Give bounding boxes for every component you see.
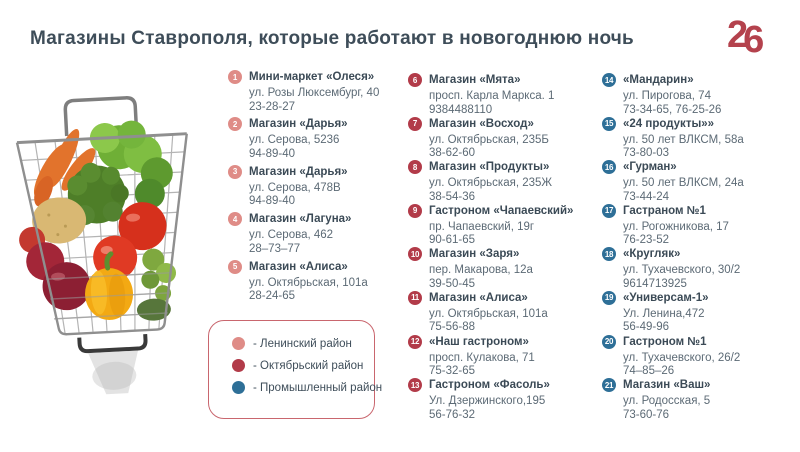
shop-number-badge: 3 [228,165,242,179]
shop-title: Магазин «Дарья» [249,118,348,131]
shop-number-badge: 9 [408,204,422,218]
shop-phone: 56-76-32 [429,408,476,421]
legend-item [232,381,383,394]
shop-address: ул. Тухачевского, 30/2 [623,264,741,277]
shop-phone: 38-62-60 [429,147,476,160]
shop-item [602,204,792,248]
logo-digit-2: 2 [727,14,744,56]
shop-number-badge: 6 [408,73,422,87]
shop-phone: 73-44-24 [623,190,670,203]
shop-title: Магазин «Алиса» [249,260,348,273]
shop-number-badge: 21 [602,378,616,392]
shop-phone: 28-24-65 [249,290,296,303]
legend-label: - Ленинский район [253,337,352,350]
shop-title: «Кругляк» [623,248,681,261]
shop-number-badge: 14 [602,73,616,87]
shop-number-badge: 10 [408,247,422,261]
shop-address: Ул. Дзержинского,195 [429,395,546,408]
shop-title: Мини-маркет «Олеся» [249,71,375,83]
legend-item [232,359,374,372]
shop-phone: 9384488110 [429,103,493,116]
shop-number-badge: 16 [602,160,616,174]
shop-address: ул. Серова, 5236 [249,134,340,147]
shop-phone: 76-23-52 [623,234,670,247]
shop-title: Гастраном №1 [623,204,706,217]
shop-item [602,335,792,379]
shop-phone: 9614713925 [623,277,687,290]
shop-address: ул. Родосская, 5 [623,395,711,408]
shop-item [228,70,400,117]
shop-title: Магазин «Дарья» [249,165,348,178]
shop-phone: 75-56-88 [429,321,476,334]
shop-title: Гастроном «Фасоль» [429,379,550,392]
shop-item [408,378,594,422]
shop-number-badge: 18 [602,247,616,261]
page-title: Магазины Ставрополя, которые работают в новогоднюю ночь [30,28,634,49]
shop-item [408,73,594,117]
shop-number-badge: 1 [228,70,242,84]
grocery-basket-image [2,76,212,406]
shop-item [602,291,792,335]
shop-address: ул. Пирогова, 74 [623,90,711,102]
legend-label: - Промышленный район [253,381,383,394]
logo-digit-6: 6 [743,19,760,61]
shop-phone: 73-80-03 [623,147,670,160]
shop-number-badge: 5 [228,260,242,274]
shop-phone: 28–73–77 [249,242,301,255]
shop-address: пер. Макарова, 12а [429,264,533,277]
shop-title: Гастроном «Чапаевский» [429,204,574,217]
shop-title: Магазин «Восход» [429,117,534,130]
shop-phone: 23-28-27 [249,100,296,113]
shop-title: «24 продукты»» [623,117,715,130]
shop-title: «Гурман» [623,161,677,174]
shop-item [602,73,792,117]
shop-item [228,212,400,259]
shop-address: ул. Октябрьская, 235Ж [429,177,553,190]
shop-number-badge: 2 [228,117,242,131]
shop-item [408,247,594,291]
shop-phone: 74–85–26 [623,365,675,378]
shop-number-badge: 12 [408,335,422,349]
shop-number-badge: 13 [408,378,422,392]
shop-phone: 38-54-36 [429,190,476,203]
shops-column-oktyabrsky [408,73,594,422]
shop-address: ул. Октябрьская, 235Б [429,133,549,146]
shop-phone: 39-50-45 [429,277,476,290]
shop-item [602,247,792,291]
shop-address: просп. Кулакова, 71 [429,351,535,364]
shop-address: ул. Октябрьская, 101а [249,276,368,289]
shop-address: ул. Розы Люксембург, 40 [249,87,380,99]
shop-address: ул. Рогожникова, 17 [623,220,729,233]
shop-phone: 90-61-65 [429,234,476,247]
shop-number-badge: 15 [602,117,616,131]
shop-number-badge: 17 [602,204,616,218]
shop-title: Магазин «Лагуна» [249,213,352,226]
shop-item [408,160,594,204]
shop-number-badge: 11 [408,291,422,305]
promyshlenny-district-dot [232,381,245,394]
shop-address: ул. Серова, 478В [249,181,341,194]
shop-title: «Универсам-1» [623,291,709,304]
shop-item [228,117,400,164]
shop-title: Магазин «Мята» [429,74,521,86]
district-legend [208,320,383,419]
shop-title: Гастроном №1 [623,335,707,348]
shop-title: Магазин «Заря» [429,248,520,261]
leninsky-district-dot [232,337,245,350]
shop-number-badge: 20 [602,335,616,349]
shops-column-promyshlenny [602,73,792,422]
shop-title: Магазин «Алиса» [429,291,528,304]
shop-item [408,291,594,335]
shop-phone: 94-89-40 [249,147,296,160]
shop-phone: 73-34-65, 76-25-26 [623,103,722,116]
shop-address: просп. Карла Маркса. 1 [429,90,555,102]
shop-title: Магазин «Ваш» [623,379,711,392]
shop-item [602,378,792,422]
shop-address: пр. Чапаевский, 19г [429,220,535,233]
shop-number-badge: 19 [602,291,616,305]
shop-phone: 73-60-76 [623,408,670,421]
shop-address: ул. Октябрьская, 101а [429,307,548,320]
shop-item [602,160,792,204]
shop-phone: 94-89-40 [249,195,296,208]
shop-address: ул. 50 лет ВЛКСМ, 24а [623,177,744,190]
shops-column-leninsky [228,70,400,307]
shop-title: «Наш гастроном» [429,335,529,348]
shop-address: ул. Тухачевского, 26/2 [623,351,741,364]
shop-item [228,260,400,307]
shop-address: Ул. Ленина,472 [623,307,705,320]
shop-item [408,117,594,161]
logo-26 [727,14,760,61]
shop-title: Магазин «Продукты» [429,161,550,174]
oktyabrsky-district-dot [232,359,245,372]
shop-item [408,335,594,379]
legend-label: - Октябрьский район [253,359,364,372]
shop-item [602,117,792,161]
legend-item [232,337,374,350]
shop-number-badge: 4 [228,212,242,226]
shop-phone: 75-32-65 [429,365,476,378]
shop-phone: 56-49-96 [623,321,670,334]
shop-item [228,165,400,212]
shop-number-badge: 8 [408,160,422,174]
shop-number-badge: 7 [408,117,422,131]
shop-item [408,204,594,248]
shop-address: ул. Серова, 462 [249,229,334,242]
shop-address: ул. 50 лет ВЛКСМ, 58а [623,133,744,146]
shop-title: «Мандарин» [623,74,694,86]
